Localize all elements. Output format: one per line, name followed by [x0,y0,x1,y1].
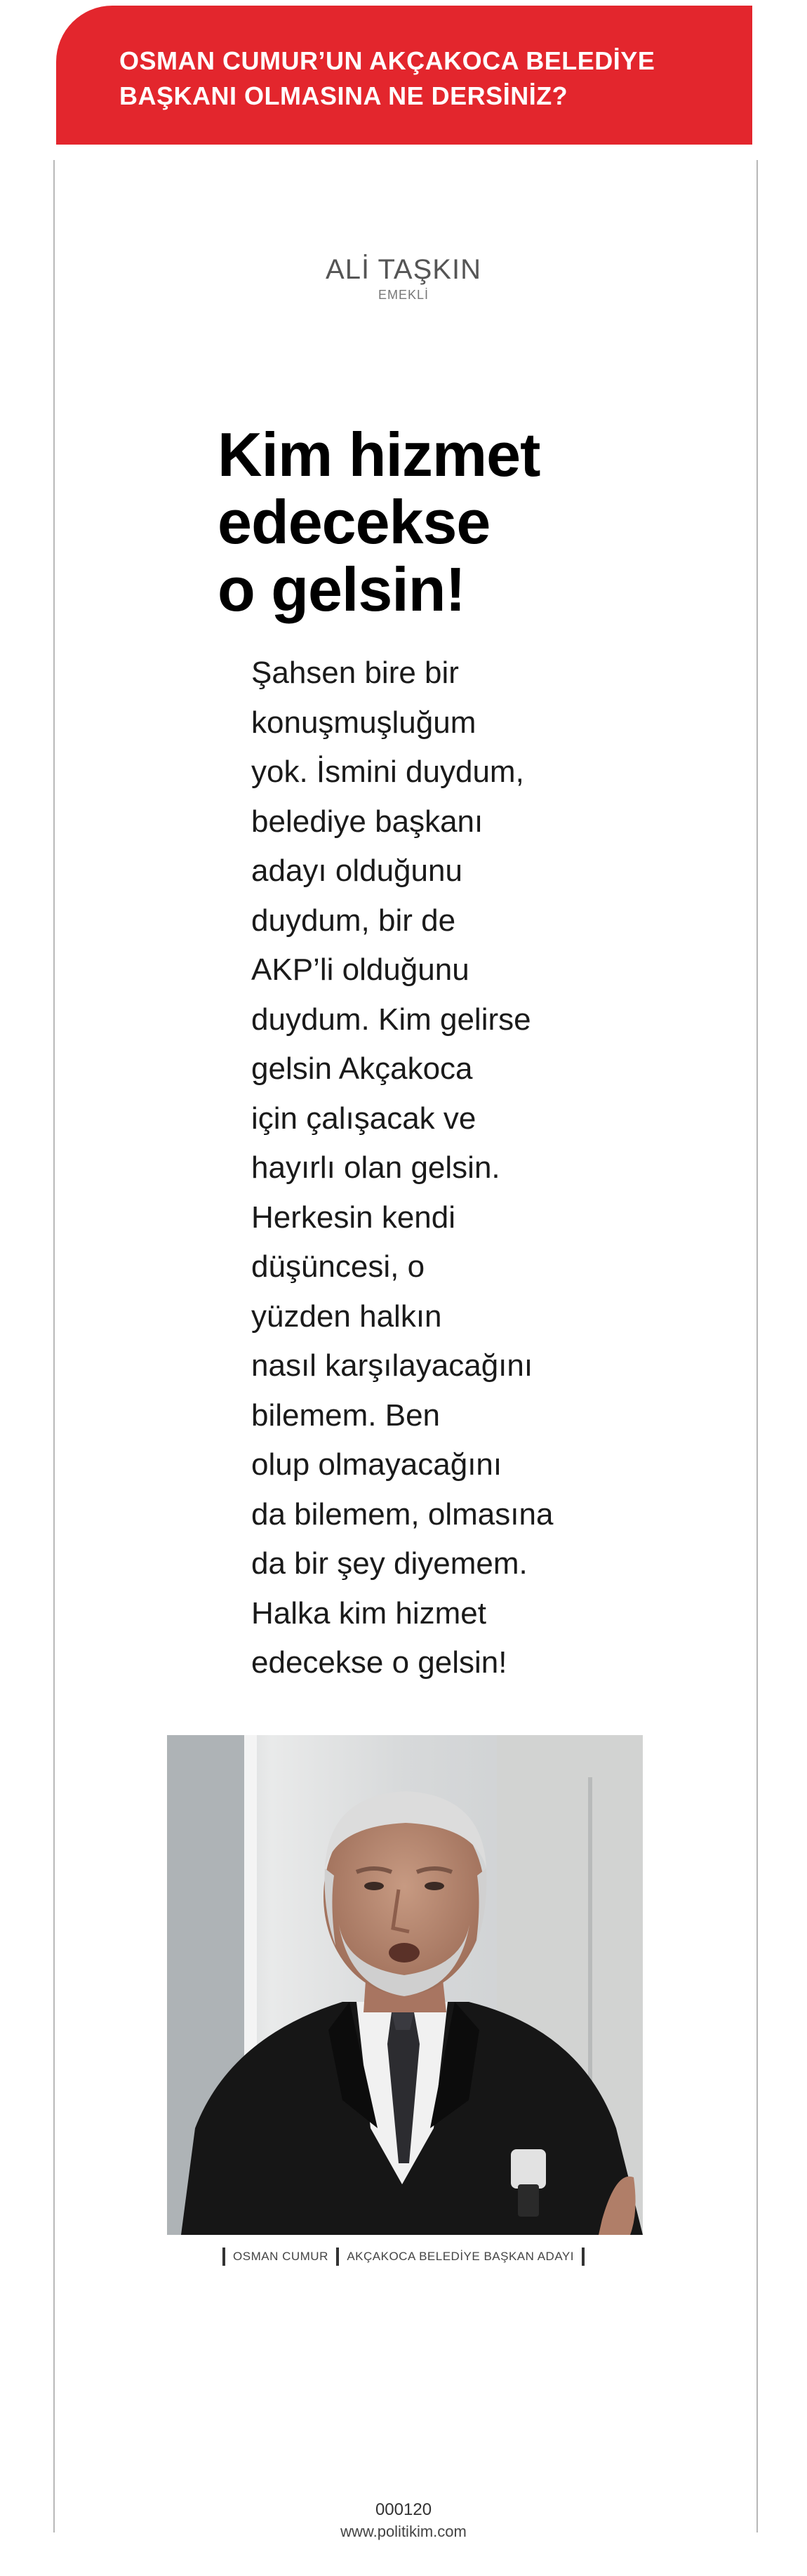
body-line: da bilemem, olmasına [251,1496,554,1532]
article-body [251,649,616,1688]
site-url: www.politikim.com [340,2523,467,2540]
body-line: olup olmayacağını [251,1447,502,1482]
portrait-photo [167,1735,643,2235]
body-line: da bir şey diyemem. [251,1546,528,1581]
body-line: duydum, bir de [251,903,456,938]
body-line: AKP’li olduğunu [251,952,469,987]
body-line: için çalışacak ve [251,1101,476,1136]
body-line: yok. İsmini duydum, [251,755,524,789]
right-column-rule [756,160,758,2532]
byline [0,253,807,303]
caption-divider [582,2248,585,2266]
page-footer [0,2499,807,2542]
caption-role: AKÇAKOCA BELEDİYE BAŞKAN ADAYI [347,2250,574,2263]
body-line: bilemem. Ben [251,1397,441,1433]
body-line: hayırlı olan gelsin. [251,1150,500,1185]
headline-line-1: Kim hizmet [218,420,540,489]
body-line: nasıl karşılayacağını [251,1348,533,1383]
headline [218,421,611,623]
author-title: EMEKLİ [378,288,429,302]
header-title-line-1: OSMAN CUMUR’UN AKÇAKOCA BELEDİYE [119,46,655,75]
body-line: Şahsen bire bir [251,656,459,690]
body-line: yüzden halkın [251,1299,442,1334]
body-line: gelsin Akçakoca [251,1051,473,1086]
author-name: ALİ TAŞKIN [326,254,481,285]
photo-caption [0,2248,807,2266]
page-number: 000120 [375,2500,432,2519]
body-line: edecekse o gelsin! [251,1645,507,1680]
caption-name: OSMAN CUMUR [233,2250,328,2263]
body-line: düşüncesi, o [251,1249,425,1284]
body-line: konuşmuşluğum [251,705,476,740]
left-column-rule [53,160,55,2532]
header-title-line-2: BAŞKANI OLMASINA NE DERSİNİZ? [119,81,568,110]
header-banner [56,6,752,145]
caption-divider [222,2248,225,2266]
caption-divider [336,2248,339,2266]
body-line: adayı olduğunu [251,854,462,888]
header-title [119,44,737,114]
portrait-illustration [167,1735,643,2235]
body-line: belediye başkanı [251,804,483,839]
headline-line-3: o gelsin! [218,555,465,624]
headline-line-2: edecekse [218,487,491,557]
body-line: duydum. Kim gelirse [251,1002,531,1037]
body-line: Halka kim hizmet [251,1595,486,1631]
body-line: Herkesin kendi [251,1200,456,1235]
